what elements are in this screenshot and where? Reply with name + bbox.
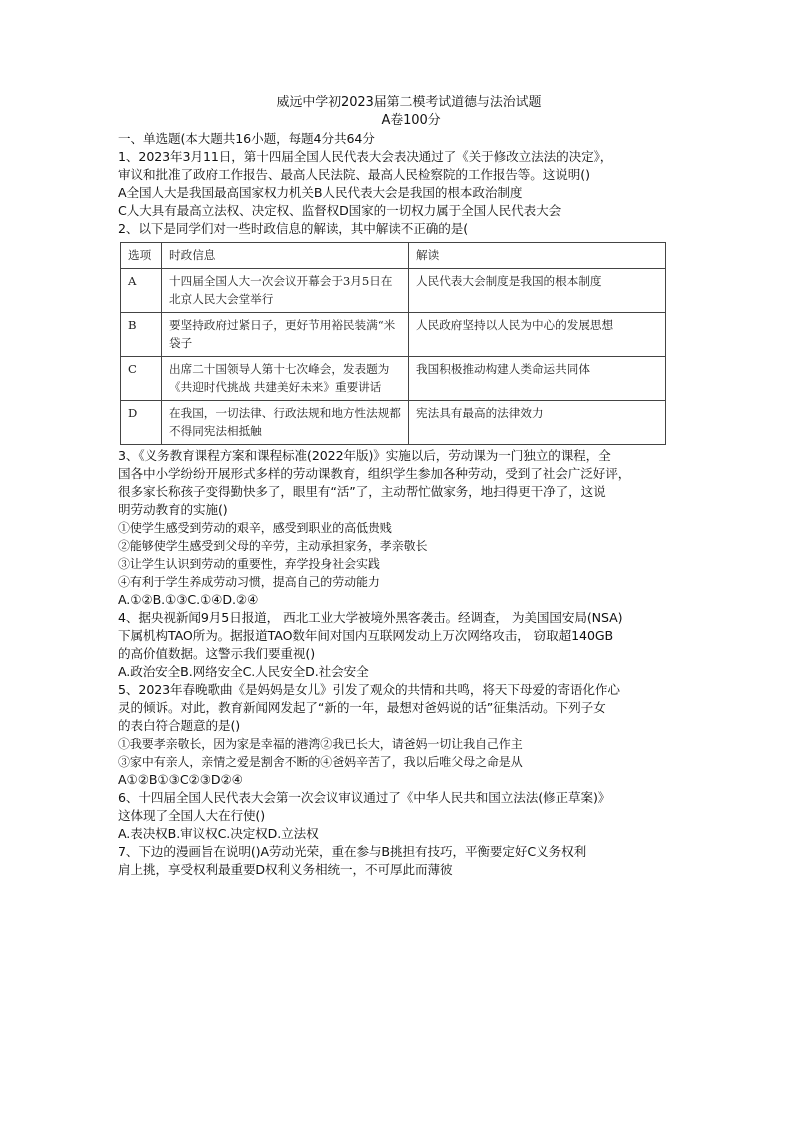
header-interpretation: 解读 xyxy=(409,243,666,269)
row-news: 十四届全国人大一次会议开幕会于3月5日在北京人民大会堂举行 xyxy=(162,269,409,313)
news-table xyxy=(120,242,666,445)
row-option: D xyxy=(121,401,162,445)
question-text: 灵的倾诉。对此，教育新闻网发起了“新的一年，最想对爸妈说的话”征集活动。下列子女 xyxy=(118,700,606,715)
question-text: 下属机构TAO所为。据报道TAO数年间对国内互联网发动上万次网络攻击， 窃取超140GB xyxy=(118,628,614,643)
question-1 xyxy=(118,148,678,220)
question-6 xyxy=(118,789,678,843)
exam-title: 威远中学初2023届第二模考试道德与法治试题 xyxy=(276,95,542,110)
answer-options: A.①②B.①③C.①④D.②④ xyxy=(118,592,259,607)
table-row xyxy=(121,269,666,313)
question-text: 肩上挑，享受权利最重要D权利义务相统一，不可厚此而薄彼 xyxy=(118,862,453,877)
question-text: 1、2023年3月11日，第十四届全国人民代表大会表决通过了《关于修改立法法的决定》， xyxy=(118,149,613,164)
table-row xyxy=(121,401,666,445)
exam-page xyxy=(118,94,678,879)
answer-options: A.表决权B.审议权C.决定权D.立法权 xyxy=(118,826,319,841)
statement-option: ②能够使学生感受到父母的辛劳，主动承担家务，孝亲敬长 xyxy=(118,539,428,553)
row-interpretation: 人民政府坚持以人民为中心的发展思想 xyxy=(409,313,666,357)
question-text: 很多家长称孩子变得勤快多了，眼里有“活”了，主动帮忙做家务，地扫得更干净了，这说 xyxy=(118,484,606,499)
row-news: 在我国，一切法律、行政法规和地方性法规都不得同宪法相抵触 xyxy=(162,401,409,445)
section-heading: 一、单选题(本大题共16小题，每题4分共64分 xyxy=(118,131,375,146)
exam-subtitle: A卷100分 xyxy=(381,113,441,128)
question-2 xyxy=(118,220,678,445)
row-option: A xyxy=(121,269,162,313)
table-header-row xyxy=(121,243,666,269)
question-text: 6、十四届全国人民代表大会第一次会议审议通过了《中华人民共和国立法法(修正草案)》 xyxy=(118,790,611,805)
question-text: 4、据央视新闻9月5日报道， 西北工业大学被境外黑客袭击。经调查， 为美国国安局(NSA) xyxy=(118,610,623,625)
question-4 xyxy=(118,609,678,681)
statement-option: ①使学生感受到劳动的艰辛，感受到职业的高低贵贱 xyxy=(118,521,392,535)
table-row xyxy=(121,313,666,357)
question-text: 明劳动教育的实施() xyxy=(118,502,228,517)
statement-option: ①我要孝亲敬长，因为家是幸福的港湾②我已长大，请爸妈一切让我自己作主 xyxy=(118,737,523,751)
question-text: 审议和批准了政府工作报告、最高人民法院、最高人民检察院的工作报告等。这说明() xyxy=(118,167,590,182)
answer-options: A.政治安全B.网络安全C.人民安全D.社会安全 xyxy=(118,664,369,679)
question-text: 3、《义务教育课程方案和课程标准(2022年版)》实施以后，劳动课为一门独立的课程，全 xyxy=(118,448,611,463)
question-text: 的表白符合题意的是() xyxy=(118,718,241,733)
answer-options: C人大具有最高立法权、决定权、监督权D国家的一切权力属于全国人民代表大会 xyxy=(118,203,562,218)
statement-option: ③让学生认识到劳动的重要性，弃学投身社会实践 xyxy=(118,557,380,571)
answer-options: A全国人大是我国最高国家权力机关B人民代表大会是我国的根本政治制度 xyxy=(118,185,523,200)
row-interpretation: 宪法具有最高的法律效力 xyxy=(409,401,666,445)
row-news: 出席二十国领导人第十七次峰会，发表题为《共迎时代挑战 共建美好未来》重要讲话 xyxy=(162,357,409,401)
row-interpretation: 我国积极推动构建人类命运共同体 xyxy=(409,357,666,401)
row-news: 要坚持政府过紧日子，更好节用裕民装满“米袋子 xyxy=(162,313,409,357)
question-text: 这体现了全国人大在行使() xyxy=(118,808,266,823)
answer-options: A①②B①③C②③D②④ xyxy=(118,772,243,787)
statement-option: ④有利于学生养成劳动习惯，提高自己的劳动能力 xyxy=(118,575,380,589)
question-7 xyxy=(118,843,678,879)
row-option: B xyxy=(121,313,162,357)
question-text: 国各中小学纷纷开展形式多样的劳动课教育，组织学生参加各种劳动，受到了社会广泛好评， xyxy=(118,466,631,481)
question-text: 7、下边的漫画旨在说明()A劳动光荣，重在参与B挑担有技巧，平衡要定好C义务权利 xyxy=(118,844,587,859)
question-text: 5、2023年春晚歌曲《是妈妈是女儿》引发了观众的共情和共鸣，将天下母爱的寄语化作心 xyxy=(118,682,620,697)
header-option: 选项 xyxy=(121,243,162,269)
row-interpretation: 人民代表大会制度是我国的根本制度 xyxy=(409,269,666,313)
question-3 xyxy=(118,447,678,609)
statement-option: ③家中有亲人，亲情之爱是割舍不断的④爸妈辛苦了，我以后唯父母之命是从 xyxy=(118,755,523,769)
question-5 xyxy=(118,681,678,789)
question-text: 2、以下是同学们对一些时政信息的解读，其中解读不正确的是( xyxy=(118,221,469,236)
header-news: 时政信息 xyxy=(162,243,409,269)
table-row xyxy=(121,357,666,401)
question-text: 的高价值数据。这警示我们要重视() xyxy=(118,646,316,661)
row-option: C xyxy=(121,357,162,401)
